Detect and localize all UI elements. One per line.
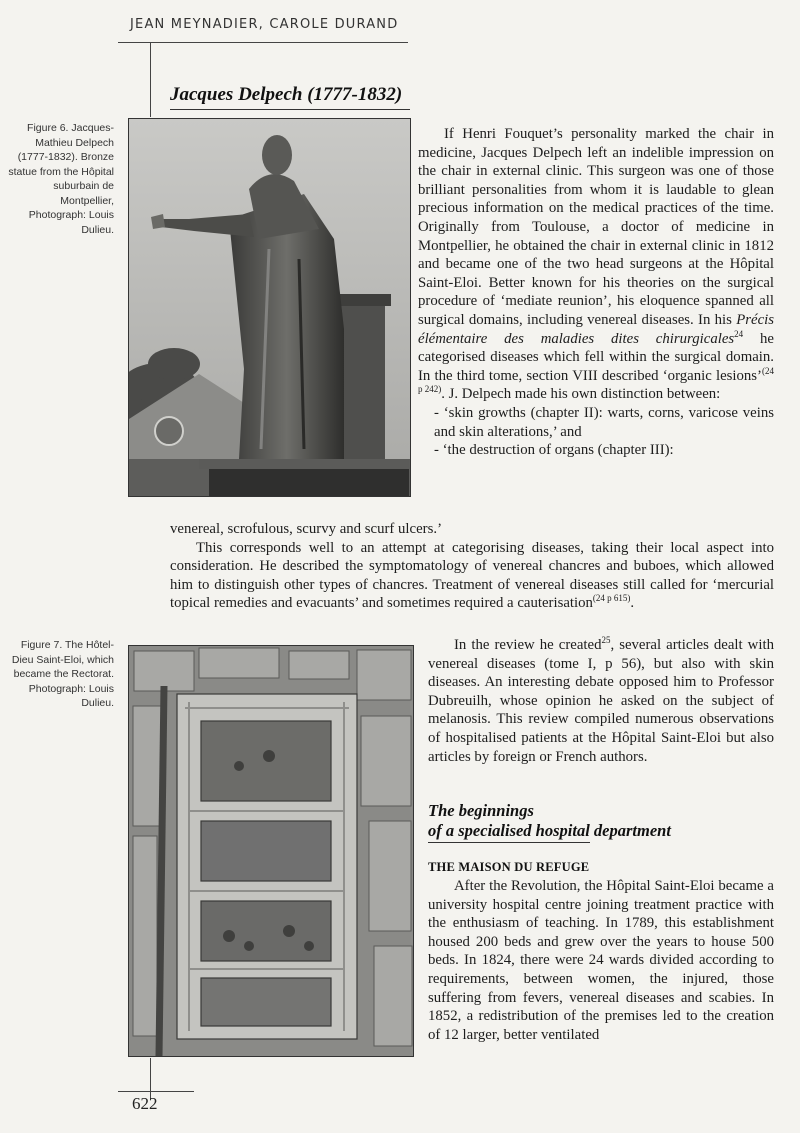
body-full-width (170, 520, 774, 613)
paragraph-1 (418, 125, 774, 404)
reference-25: 25 (601, 635, 611, 646)
section-title-underline (170, 109, 410, 110)
running-header: JEAN MEYNADIER, CAROLE DURAND (130, 17, 399, 32)
body-column-top (418, 125, 774, 460)
figure-6-statue-photo (128, 118, 411, 497)
section-title: Jacques Delpech (1777-1832) (170, 84, 403, 105)
list-item-1: - ‘skin growths (chapter II): warts, corns, varicose veins and skin alterations,’ and (434, 404, 774, 440)
statue-illustration (129, 119, 410, 496)
reference-24-p615: (24 p 615) (592, 593, 631, 604)
page-number: 622 (132, 1094, 158, 1113)
reference-24-p242: (24 p 242) (418, 365, 774, 395)
sub-subsection-heading: THE MAISON DU REFUGE (428, 860, 590, 874)
p3-text: In the review he created (454, 637, 602, 653)
subsection-heading (428, 801, 671, 841)
subsection-heading-line-1: The beginnings (428, 801, 534, 820)
list-item-2: - ‘the destruction of organs (chapter III): (434, 442, 674, 459)
paragraph-2 (170, 539, 774, 613)
body-column-bottom (428, 636, 774, 766)
body-column-final (428, 877, 774, 1044)
book-title: Précis élémentaire des maladies dites chirurgicales (418, 311, 775, 347)
reference-24: 24 (734, 328, 744, 339)
header-rule (118, 42, 408, 43)
figure-6-caption: Figure 6. Jacques-Mathieu Delpech (1777-1832). Bronze statue from the Hôpital suburbain de Montpellier, Photograph: Louis Dulieu. (8, 122, 114, 236)
p3-text-b: , several articles dealt with venereal diseases (tome I, p 56), but also with skin diseases. An interesting debate opposed him to Professor Dubreuilh, whose opinion he asked on the subject of melanosis. This review compiled numerous observations of hospitalised patients at the Hôpital Saint-Eloi but also articles by foreign or French authors. (428, 637, 774, 765)
paragraph-3 (428, 636, 774, 766)
list-item-2-continued: venereal, scrofulous, scurvy and scurf ulcers.’ (170, 521, 442, 537)
p2-end: . (630, 595, 635, 612)
paragraph-4: After the Revolution, the Hôpital Saint-Eloi became a university hospital centre joining treatment practice with the enthusiasm of teaching. In 1789, this establishment housed 200 beds and grew over the years to house 500 beds. In 1824, there were 24 wards divided according to requirements, between women, the injured, those suffering from fevers, venereal diseases and scabies. In 1852, a redistribution of the premises led to the creation of 12 larger, better ventilated (428, 878, 774, 1043)
subsection-heading-underline (428, 842, 590, 843)
figure-7-aerial-photo (128, 645, 414, 1057)
aerial-hospital-illustration (129, 646, 413, 1056)
figure-7-caption: Figure 7. The Hôtel-Dieu Saint-Eloi, which became the Rectorat. Photograph: Louis Dulieu. (11, 639, 114, 709)
footer-rule (118, 1091, 194, 1092)
p1-text: If Henri Fouquet’s personality marked the chair in medicine, Jacques Delpech left an indelible impression on the chair in external clinic. This surgeon was one of those brilliant personalities from whom it is laudable to glean precious information on the medical practices of the time. Originally from Toulouse, a doctor of medicine in Montpellier, he obtained the chair in external clinic in 1812 and became one of the two head surgeons at the Hôpital Saint-Eloi. Better known for his theories on the surgical procedure of ‘mediate reunion’, his eloquence spanned all surgical domains, including venereal diseases. In his (418, 126, 774, 328)
p2-text: This corresponds well to an attempt at categorising diseases, taking their local aspect into consideration. He described the symptomatology of venereal chancres and buboes, which allowed him to distinguish other types of chancres. Treatment of venereal diseases still called for ‘mercurial topical remedies and evacuants’ and sometimes required a cauterisation (170, 539, 774, 612)
p1-text-b: he categorised diseases which fell within the surgical domain. In the third tome, section VIII described ‘organic lesions’ (418, 330, 774, 384)
subsection-heading-line-2: of a specialised hospital department (428, 821, 671, 840)
vertical-rule-top (150, 42, 151, 117)
p1-text-c: . J. Delpech made his own distinction between: (441, 386, 721, 403)
